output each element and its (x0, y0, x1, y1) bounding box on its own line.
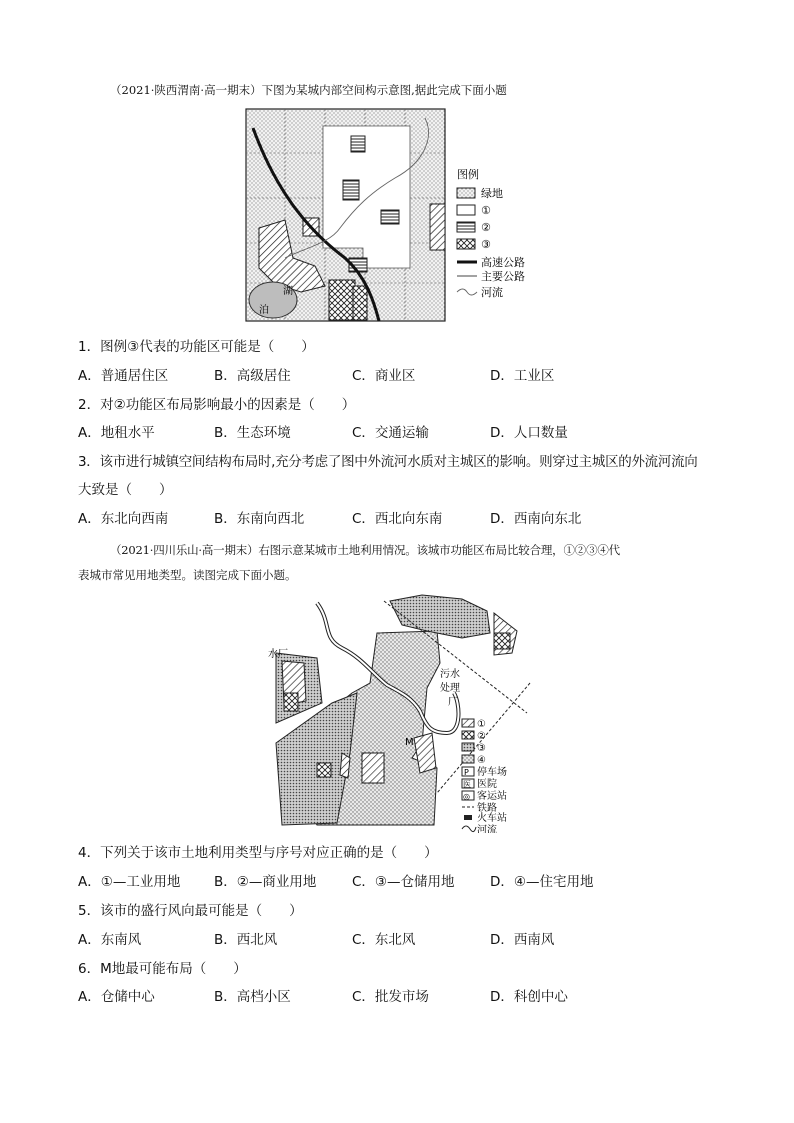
legend2-train: 火车站 (477, 813, 507, 824)
q4-option-a[interactable]: A．①—工业用地 (78, 874, 181, 890)
q4-option-c[interactable]: C．③—仓储用地 (352, 874, 455, 890)
q1-option-d[interactable]: D．工业区 (490, 368, 555, 384)
q4-option-b[interactable]: B．②—商业用地 (214, 874, 317, 890)
q3-option-c[interactable]: C．西北向东南 (352, 511, 443, 527)
legend1-river: 河流 (481, 286, 503, 299)
water-plant-label: 水厂 (268, 649, 288, 660)
hospital-icon: 医 (463, 780, 471, 789)
q2-option-a[interactable]: A．地租水平 (78, 425, 155, 441)
legend2-hospital: 医院 (477, 779, 497, 790)
city-structure-map (245, 108, 535, 327)
sewage-label-3: 厂 (448, 697, 458, 708)
q1-option-c[interactable]: C．商业区 (352, 368, 416, 384)
legend2-railway: 铁路 (477, 803, 497, 814)
section2-intro-line1: （2021·四川乐山·高一期末）右图示意某城市土地利用情况。该城市功能区布局比较合理，①②③④代 (110, 543, 620, 557)
lake-label-1: 湖 (283, 286, 293, 297)
q3-stem-line2: 大致是（ ） (78, 482, 173, 498)
sewage-label-2: 处理 (440, 683, 460, 694)
section2-intro-line2: 表城市常见用地类型。读图完成下面小题。 (78, 568, 297, 582)
legend2-river: 河流 (477, 825, 497, 833)
q2-option-c[interactable]: C．交通运输 (352, 425, 429, 441)
q4-stem: 4．下列关于该市土地利用类型与序号对应正确的是（ ） (78, 845, 438, 861)
legend2-one: ① (477, 719, 486, 730)
legend2-parking: 停车场 (477, 767, 507, 778)
parking-icon: P (464, 768, 469, 777)
sewage-label-1: 污水 (440, 669, 460, 680)
q5-stem: 5．该市的盛行风向最可能是（ ） (78, 903, 303, 919)
q2-option-b[interactable]: B．生态环境 (214, 425, 291, 441)
q4-option-d[interactable]: D．④—住宅用地 (490, 874, 594, 890)
river-icon (462, 826, 476, 832)
legend1-three: ③ (481, 238, 491, 251)
lake-label-2: 泊 (259, 305, 269, 316)
q2-stem: 2．对②功能区布局影响最小的因素是（ ） (78, 397, 356, 413)
train-station-icon (464, 815, 472, 820)
section1-intro: （2021·陕西渭南·高一期末）下图为某城内部空间构示意图,据此完成下面小题 (110, 83, 507, 97)
q3-stem-line1: 3．该市进行城镇空间结构布局时,充分考虑了图中外流河水质对主城区的影响。则穿过主城区的外流河流向 (78, 454, 698, 470)
legend1-two: ② (481, 221, 491, 234)
legend1-road: 主要公路 (481, 270, 525, 283)
m-label: M (405, 737, 414, 748)
legend1-expressway: 高速公路 (481, 256, 525, 269)
q5-option-a[interactable]: A．东南风 (78, 932, 142, 948)
q3-option-a[interactable]: A．东北向西南 (78, 511, 169, 527)
land-use-map (262, 593, 537, 837)
q5-option-b[interactable]: B．西北风 (214, 932, 278, 948)
q6-option-b[interactable]: B．高档小区 (214, 989, 291, 1005)
q1-stem: 1．图例③代表的功能区可能是（ ） (78, 339, 315, 355)
legend2-four: ④ (477, 755, 486, 766)
q3-option-b[interactable]: B．东南向西北 (214, 511, 305, 527)
legend2-three: ③ (477, 743, 486, 754)
bus-station-icon: ◎ (463, 792, 470, 801)
q6-option-c[interactable]: C．批发市场 (352, 989, 429, 1005)
q5-option-c[interactable]: C．东北风 (352, 932, 416, 948)
q5-option-d[interactable]: D．西南风 (490, 932, 555, 948)
q1-option-b[interactable]: B．高级居住 (214, 368, 291, 384)
legend1-title: 图例 (457, 168, 479, 181)
q3-option-d[interactable]: D．西南向东北 (490, 511, 582, 527)
legend2-two: ② (477, 731, 486, 742)
q1-option-a[interactable]: A．普通居住区 (78, 368, 169, 384)
legend2-bus: 客运站 (477, 791, 507, 802)
q6-option-d[interactable]: D．科创中心 (490, 989, 568, 1005)
q2-option-d[interactable]: D．人口数量 (490, 425, 568, 441)
legend1-green: 绿地 (481, 187, 503, 200)
q6-stem: 6．M地最可能布局（ ） (78, 961, 247, 977)
q6-option-a[interactable]: A．仓储中心 (78, 989, 155, 1005)
legend1-one: ① (481, 204, 491, 217)
